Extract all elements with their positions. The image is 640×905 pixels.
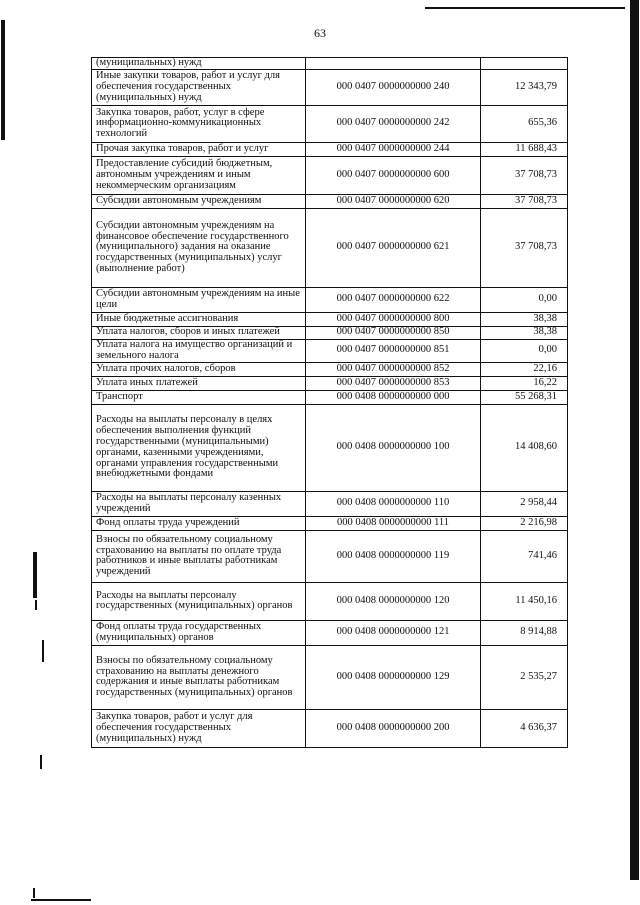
table-row xyxy=(92,312,568,326)
scan-mark-bottom-left-tick xyxy=(33,888,35,898)
row-name-cell: Уплата налога на имущество организаций и земельного налога xyxy=(92,339,306,362)
row-amount-cell: 12 343,79 xyxy=(481,69,568,105)
row-code-cell: 000 0407 0000000000 244 xyxy=(306,142,481,156)
row-amount-cell: 0,00 xyxy=(481,287,568,312)
row-amount-cell: 37 708,73 xyxy=(481,156,568,194)
row-amount-cell: 741,46 xyxy=(481,530,568,582)
row-amount-cell: 11 688,43 xyxy=(481,142,568,156)
row-code-cell: 000 0407 0000000000 621 xyxy=(306,208,481,287)
row-amount-cell: 14 408,60 xyxy=(481,404,568,491)
row-name-cell: Расходы на выплаты персоналу государственных (муниципальных) органов xyxy=(92,582,306,620)
row-name-cell: Расходы на выплаты персоналу казенных учреждений xyxy=(92,491,306,516)
row-code-cell: 000 0407 0000000000 800 xyxy=(306,312,481,326)
table-row xyxy=(92,339,568,362)
table-row xyxy=(92,516,568,530)
row-name-cell: Субсидии автономным учреждениям на иные цели xyxy=(92,287,306,312)
table-row xyxy=(92,58,568,70)
row-name-cell: Фонд оплаты труда учреждений xyxy=(92,516,306,530)
row-amount-cell: 38,38 xyxy=(481,326,568,339)
row-amount-cell xyxy=(481,58,568,70)
row-amount-cell: 55 268,31 xyxy=(481,390,568,404)
row-code-cell: 000 0407 0000000000 620 xyxy=(306,194,481,208)
row-amount-cell: 38,38 xyxy=(481,312,568,326)
row-code-cell: 000 0407 0000000000 853 xyxy=(306,376,481,390)
row-name-cell: Субсидии автономным учреждениям xyxy=(92,194,306,208)
row-name-cell: Закупка товаров, работ, услуг в сфере информационно-коммуникационных технологий xyxy=(92,105,306,142)
row-code-cell: 000 0407 0000000000 852 xyxy=(306,362,481,376)
budget-table xyxy=(91,57,568,748)
row-name-cell: Иные бюджетные ассигнования xyxy=(92,312,306,326)
scan-mark-left-edge xyxy=(1,20,5,140)
table-row xyxy=(92,645,568,709)
row-name-cell: (муниципальных) нужд xyxy=(92,58,306,70)
row-amount-cell: 8 914,88 xyxy=(481,620,568,645)
row-name-cell: Уплата прочих налогов, сборов xyxy=(92,362,306,376)
row-amount-cell: 2 216,98 xyxy=(481,516,568,530)
row-name-cell: Взносы по обязательному социальному страхованию на выплаты денежного содержания и иные выплаты работникам государственных (муниципальных) органов xyxy=(92,645,306,709)
table-row xyxy=(92,194,568,208)
row-code-cell: 000 0407 0000000000 850 xyxy=(306,326,481,339)
row-amount-cell: 11 450,16 xyxy=(481,582,568,620)
table-row xyxy=(92,620,568,645)
row-amount-cell: 37 708,73 xyxy=(481,194,568,208)
row-code-cell: 000 0407 0000000000 242 xyxy=(306,105,481,142)
table-row xyxy=(92,390,568,404)
scan-mark-left-4 xyxy=(40,755,42,769)
table-row xyxy=(92,362,568,376)
table-row xyxy=(92,404,568,491)
row-amount-cell: 22,16 xyxy=(481,362,568,376)
table-row xyxy=(92,156,568,194)
row-name-cell: Расходы на выплаты персоналу в целях обеспечения выполнения функций государственными (муниципальными) органами, казенными учреждениями, органами управления государственными внебюджетными фондами xyxy=(92,404,306,491)
row-code-cell xyxy=(306,58,481,70)
row-amount-cell: 2 958,44 xyxy=(481,491,568,516)
table-row xyxy=(92,287,568,312)
table-row xyxy=(92,582,568,620)
table-row xyxy=(92,709,568,747)
table-row xyxy=(92,491,568,516)
row-code-cell: 000 0408 0000000000 111 xyxy=(306,516,481,530)
row-code-cell: 000 0408 0000000000 110 xyxy=(306,491,481,516)
table-row xyxy=(92,142,568,156)
table-row xyxy=(92,326,568,339)
row-amount-cell: 655,36 xyxy=(481,105,568,142)
row-amount-cell: 4 636,37 xyxy=(481,709,568,747)
row-name-cell: Иные закупки товаров, работ и услуг для обеспечения государственных (муниципальных) нужд xyxy=(92,69,306,105)
scan-mark-left-2 xyxy=(35,600,37,610)
scan-mark-right-edge xyxy=(630,0,639,880)
row-code-cell: 000 0407 0000000000 600 xyxy=(306,156,481,194)
row-name-cell: Прочая закупка товаров, работ и услуг xyxy=(92,142,306,156)
row-code-cell: 000 0408 0000000000 121 xyxy=(306,620,481,645)
table-row xyxy=(92,69,568,105)
row-name-cell: Взносы по обязательному социальному страхованию на выплаты по оплате труда работников и иные выплаты работникам учреждений xyxy=(92,530,306,582)
row-name-cell: Уплата иных платежей xyxy=(92,376,306,390)
row-code-cell: 000 0408 0000000000 119 xyxy=(306,530,481,582)
scan-mark-left-1 xyxy=(33,552,37,598)
scan-mark-left-3 xyxy=(42,640,44,662)
row-name-cell: Субсидии автономным учреждениям на финансовое обеспечение государственного (муниципального) задания на оказание государственных (муниципальных) услуг (выполнение работ) xyxy=(92,208,306,287)
page-number: 63 xyxy=(314,26,326,40)
row-amount-cell: 37 708,73 xyxy=(481,208,568,287)
row-amount-cell: 2 535,27 xyxy=(481,645,568,709)
row-amount-cell: 16,22 xyxy=(481,376,568,390)
row-code-cell: 000 0408 0000000000 120 xyxy=(306,582,481,620)
row-amount-cell: 0,00 xyxy=(481,339,568,362)
row-code-cell: 000 0408 0000000000 200 xyxy=(306,709,481,747)
row-name-cell: Фонд оплаты труда государственных (муниципальных) органов xyxy=(92,620,306,645)
table-row xyxy=(92,208,568,287)
row-code-cell: 000 0408 0000000000 100 xyxy=(306,404,481,491)
row-name-cell: Закупка товаров, работ и услуг для обеспечения государственных (муниципальных) нужд xyxy=(92,709,306,747)
row-name-cell: Предоставление субсидий бюджетным, автономным учреждениям и иным некоммерческим организациям xyxy=(92,156,306,194)
row-code-cell: 000 0407 0000000000 240 xyxy=(306,69,481,105)
row-name-cell: Транспорт xyxy=(92,390,306,404)
scan-mark-top-right xyxy=(425,7,625,9)
table-row xyxy=(92,376,568,390)
row-code-cell: 000 0408 0000000000 129 xyxy=(306,645,481,709)
table-row xyxy=(92,105,568,142)
row-code-cell: 000 0407 0000000000 851 xyxy=(306,339,481,362)
row-name-cell: Уплата налогов, сборов и иных платежей xyxy=(92,326,306,339)
row-code-cell: 000 0408 0000000000 000 xyxy=(306,390,481,404)
row-code-cell: 000 0407 0000000000 622 xyxy=(306,287,481,312)
table-row xyxy=(92,530,568,582)
scan-mark-bottom-left xyxy=(31,899,91,901)
